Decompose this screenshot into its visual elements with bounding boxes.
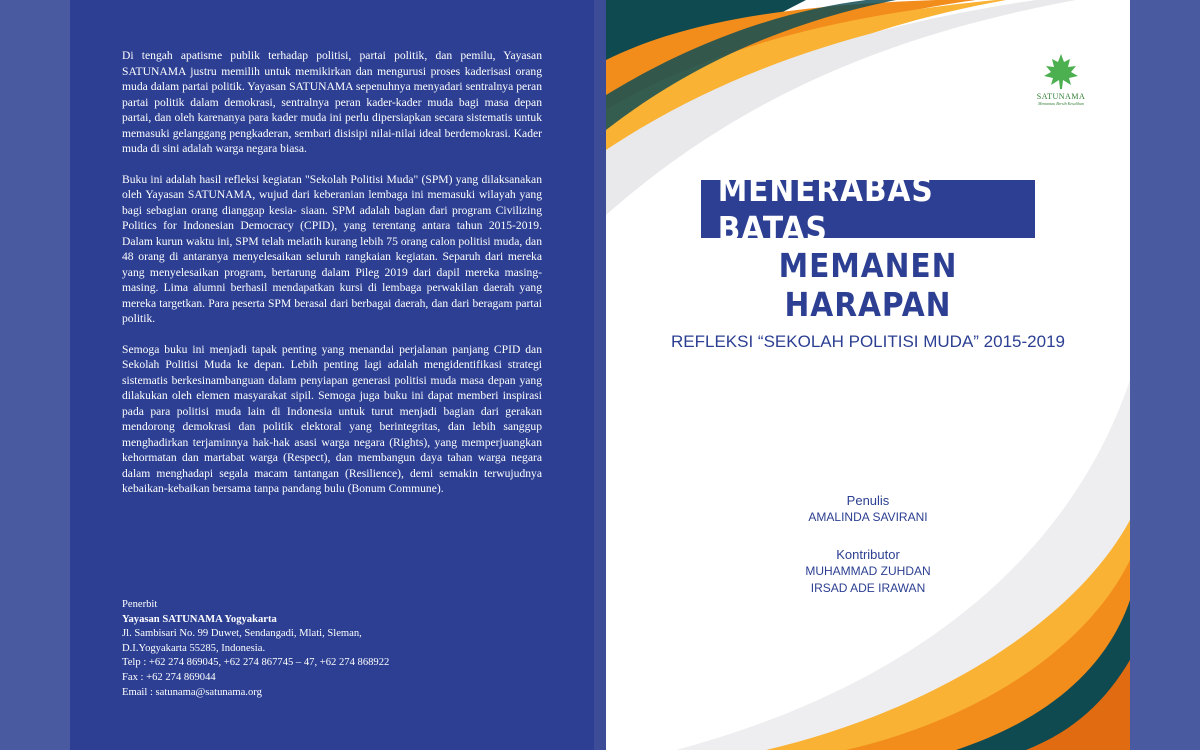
book-subtitle: REFLEKSI “SEKOLAH POLITISI MUDA” 2015-2019 — [671, 332, 1065, 351]
contributor-name: IRSAD ADE IRAWAN — [810, 581, 926, 595]
blurb-paragraph-1: Di tengah apatisme publik terhadap politisi, partai politik, dan pemilu, Yayasan SATUNAMA justru memilih untuk memikirkan dan mengurusi proses kaderisasi orang muda dalam partai politik. Yayasan SATUNAMA sepenuhnya menyadari sentralnya peran partai politik dalam demokrasi, sentralnya peran kader-kader muda bagi masa depan partai, dan oleh karenanya para kader muda ini perlu dipersiapkan secara sistematis untuk memasuki gelanggang pengkaderan, sembari disisipi nilai-nilai ideal berdemokrasi. Kader muda di sini adalah warga negara biasa. — [122, 49, 542, 155]
contributor-name: MUHAMMAD ZUHDAN — [805, 564, 931, 578]
publisher-email: Email : satunama@satunama.org — [122, 686, 262, 698]
back-cover — [70, 0, 594, 750]
maple-leaf-icon — [1041, 52, 1081, 90]
publisher-info — [122, 598, 542, 700]
blurb-paragraph-2: Buku ini adalah hasil refleksi kegiatan "Sekolah Politisi Muda" (SPM) yang dilaksanakan oleh Yayasan SATUNAMA, wujud dari keberanian lembaga ini memasuki wilayah yang bagi sebagian orang dianggap kesia- siaan. SPM adalah bagian dari program Civilizing Politics for Indonesian Democracy (CPID), yang terentang antara tahun 2015-2019. Dalam kurun waktu ini, SPM telah melatih kurang lebih 75 orang calon politisi muda, dan 48 orang di antaranya menyelesaikan seluruh rangkaian kegiatan. Separuh dari mereka yang menyelesaikan program, bertarung dalam Pileg 2019 dari dapil mereka masing-masing. Lima alumni berhasil mendapatkan kursi di lembaga perwakilan daerah yang mereka targetkan. Para peserta SPM berasal dari berbagai daerah, dan dari beragam partai politik. — [122, 172, 542, 325]
front-cover — [606, 0, 1130, 750]
author-role-label: Penulis — [846, 493, 890, 508]
publisher-fax: Fax : +62 274 869044 — [122, 671, 216, 683]
publisher-phone: Telp : +62 274 869045, +62 274 867745 – 47, +62 274 868922 — [122, 657, 390, 669]
satunama-logo — [1026, 52, 1096, 106]
publisher-label: Penerbit — [122, 599, 158, 610]
cover-swoosh-decoration — [606, 0, 1130, 750]
back-cover-blurb — [122, 48, 542, 512]
author-name: AMALINDA SAVIRANI — [808, 510, 928, 524]
contributor-role-label: Kontributor — [836, 547, 900, 562]
publisher-address-line-2: D.I.Yogyakarta 55285, Indonesia. — [122, 642, 266, 654]
publisher-name: Yayasan SATUNAMA Yogyakarta — [122, 613, 277, 625]
title-banner — [701, 170, 1035, 248]
logo-wordmark: SATUNAMA — [1036, 92, 1086, 101]
credits — [756, 492, 980, 597]
book-spine — [594, 0, 606, 750]
logo-tagline: Memantau Bersih Kesalihan — [1038, 101, 1084, 106]
blurb-paragraph-3: Semoga buku ini menjadi tapak penting yang menandai perjalanan panjang CPID dan Sekolah Politisi Muda ke depan. Lebih penting lagi adalah mengidentifikasi strategi sistematis berkesinambanguan dalam penyiapan generasi politisi muda masa depan yang dilakukan oleh elemen masyarakat sipil. Semoga juga buku ini dapat memberi inspirasi pada para politisi muda lain di Indonesia untuk turut menjadi bagian dari gerakan mendorong demokrasi dan politik elektoral yang berintegritas, dan lebih sanggup menghadirkan terjaminnya hak-hak asasi warga negara (Rights), yang memperjuangkan kehormatan dan martabat warga (Respect), dan membangun daya tahan warga negara dalam menghadapi segala macam tantangan (Resilience), demi semakin terwujudnya kebaikan-kebaikan bersama tanpa pandang bulu (Bonum Commune). — [122, 342, 542, 495]
book-title-line-1: MENERABAS BATAS — [717, 170, 934, 248]
publisher-address-line-1: Jl. Sambisari No. 99 Duwet, Sendangadi, Mlati, Sleman, — [122, 628, 362, 640]
book-title-line-2: MEMANEN HARAPAN — [778, 246, 958, 324]
